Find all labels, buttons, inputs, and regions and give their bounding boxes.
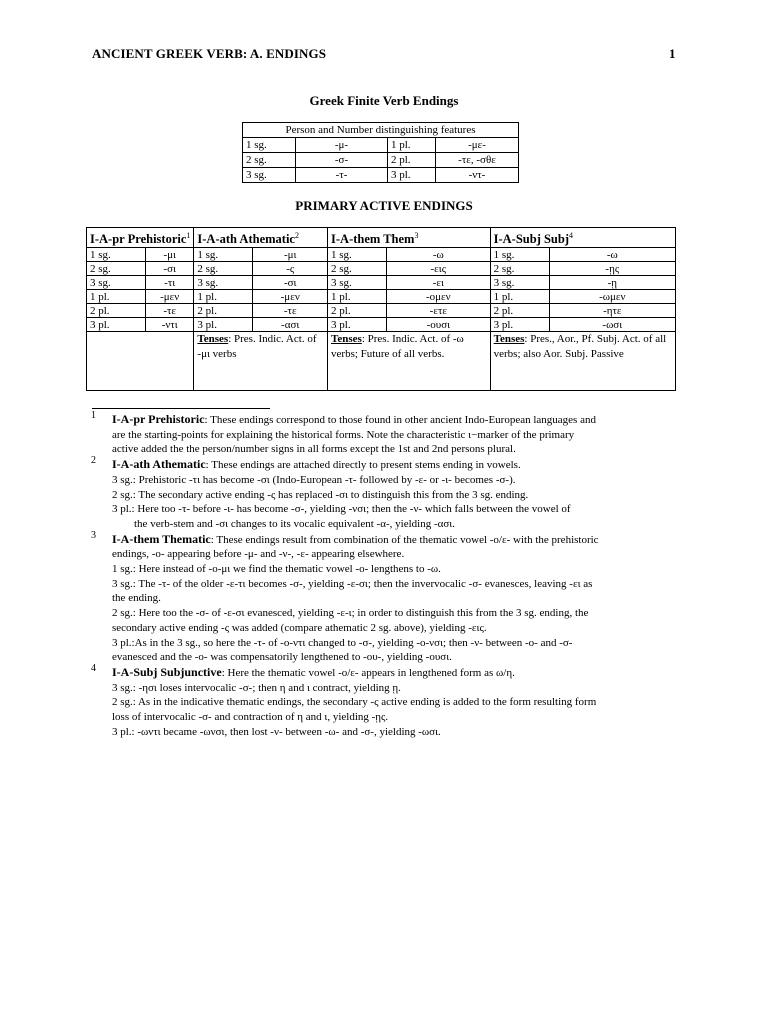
table-cell: -μ- <box>296 138 388 153</box>
table-cell: -τ- <box>296 168 388 183</box>
footnote-label: I-A-ath Athematic <box>112 457 206 472</box>
ending-cell: -ῃ <box>549 276 675 290</box>
group-header: I-A-pr Prehistoric$^1$ <box>87 228 194 248</box>
table-row <box>87 262 676 276</box>
person-cell: 2 sg. <box>87 262 146 276</box>
person-cell: 1 pl. <box>328 290 387 304</box>
table-cell: -με- <box>436 138 519 153</box>
footnote-separator <box>92 408 270 409</box>
footnote-line: the verb-stem and -σι changes to its vocalic equivalent -α-, yielding -ασι. <box>134 517 456 530</box>
person-cell: 3 pl. <box>328 318 387 332</box>
person-cell: 2 pl. <box>490 304 549 318</box>
footnote-line: secondary active ending -ς was added (compare athematic 2 sg. above), yielding -εις. <box>112 621 487 634</box>
table-cell: 2 sg. <box>243 153 296 168</box>
table-row <box>87 248 676 262</box>
person-cell: 3 pl. <box>87 318 146 332</box>
primary-endings-table <box>86 227 676 391</box>
group-header: I-A-ath Athematic$^2$ <box>194 228 328 248</box>
table-header: Person and Number distinguishing features <box>243 123 519 138</box>
table-row <box>87 290 676 304</box>
footnote-line: 2 sg.: Here too the -σ- of -ε-σι evanesced, yielding -ε-ι; in order to distinguish this from the 3 sg. ending, the <box>112 607 589 620</box>
table-row <box>243 153 519 168</box>
table-cell: 3 sg. <box>243 168 296 183</box>
footnote-number: 1 <box>91 410 96 421</box>
ending-cell: -εις <box>387 262 491 276</box>
person-cell: 1 sg. <box>87 248 146 262</box>
page-number: 1 <box>669 46 676 61</box>
table-row <box>87 304 676 318</box>
ending-cell: -ω <box>549 248 675 262</box>
footnote-line: 3 pl.: -ωντι became -ωνσι, then lost -ν- between -ω- and -σ-, yielding -ωσι. <box>112 725 441 738</box>
footnote-number: 2 <box>91 455 96 467</box>
footnote-label: I-A-them Thematic <box>112 531 211 546</box>
person-cell: 3 sg. <box>490 276 549 290</box>
person-cell: 2 sg. <box>194 262 253 276</box>
footnote-line: 3 sg.: The -τ- of the older -ε-τι becomes -σ-, yielding -ε-σι; then the invervocalic -σ- evanesces, leaving -ει as <box>112 577 593 590</box>
person-number-table <box>242 122 519 183</box>
table-cell: -σ- <box>296 153 388 168</box>
ending-cell: -μεν <box>146 290 194 304</box>
footnote-number: 4 <box>91 662 96 674</box>
ending-cell: -μι <box>253 248 328 262</box>
group-header: I-A-Subj Subj$^4$ <box>490 228 675 248</box>
footnote-line: 3 sg.: -ησι loses intervocalic -σ-; then η and ι contract, yielding ῃ. <box>112 681 401 694</box>
group-header-row <box>87 228 676 248</box>
footnote-line: I-A-pr Prehistoric: These endings correspond to those found in other ancient Indo-European languages and <box>112 412 596 426</box>
ending-cell: -μεν <box>253 290 328 304</box>
ending-cell: -μι <box>146 248 194 262</box>
person-cell: 1 pl. <box>194 290 253 304</box>
tenses-cell <box>87 332 194 391</box>
person-cell: 2 pl. <box>87 304 146 318</box>
table-cell: -ντ- <box>436 168 519 183</box>
footnote-line: the ending. <box>112 592 161 605</box>
ending-cell: -ντι <box>146 318 194 332</box>
person-cell: 2 sg. <box>328 262 387 276</box>
ending-cell: -ητε <box>549 304 675 318</box>
tenses-cell: Tenses: Pres. Indic. Act. of -μι verbs <box>194 332 328 391</box>
person-cell: 3 sg. <box>328 276 387 290</box>
person-cell: 1 sg. <box>490 248 549 262</box>
footnote <box>91 662 687 740</box>
table-row <box>243 168 519 183</box>
footnote-line: I-A-Subj Subjunctive: Here the thematic vowel -ο/ε- appears in lengthened form as ω/η. <box>112 664 515 679</box>
person-cell: 2 sg. <box>490 262 549 276</box>
footnote-line: endings, -ο- appearing before -μ- and -ν-, -ε- appearing elsewhere. <box>112 548 405 561</box>
person-cell: 1 pl. <box>87 290 146 304</box>
table-cell: -τε, -σθε <box>436 153 519 168</box>
footnotes <box>0 412 768 739</box>
footnote-line: 1 sg.: Here instead of -ο-μι we find the thematic vowel -ο- lengthens to -ω. <box>112 563 441 576</box>
person-cell: 1 sg. <box>194 248 253 262</box>
table-cell: 1 pl. <box>388 138 436 153</box>
tenses-row <box>87 332 676 391</box>
ending-cell: -τι <box>146 276 194 290</box>
ending-cell: -τε <box>253 304 328 318</box>
footnote-line: active added the the person/number signs in all forms except the 1st and 2nd persons plural. <box>112 443 516 456</box>
person-cell: 1 sg. <box>328 248 387 262</box>
ending-cell: -ῃς <box>549 262 675 276</box>
table-cell: 2 pl. <box>388 153 436 168</box>
footnote-line: 3 sg.: Prehistoric -τι has become -σι (Indo-European -τ- followed by -ε- or -ι- becomes -σ-). <box>112 473 516 486</box>
footnote-line: I-A-them Thematic: These endings result from combination of the thematic vowel -ο/ε- with the prehistoric <box>112 531 599 546</box>
table-row <box>243 138 519 153</box>
running-header: ANCIENT GREEK VERB: A. ENDINGS <box>92 46 327 61</box>
ending-cell: -τε <box>146 304 194 318</box>
person-cell: 3 pl. <box>194 318 253 332</box>
ending-cell: -ωμεν <box>549 290 675 304</box>
footnote-label: I-A-Subj Subjunctive <box>112 664 222 679</box>
person-cell: 3 sg. <box>194 276 253 290</box>
tenses-cell: Tenses: Pres. Indic. Act. of -ω verbs; Future of all verbs. <box>328 332 491 391</box>
section-title: PRIMARY ACTIVE ENDINGS <box>295 198 473 213</box>
ending-cell: -ομεν <box>387 290 491 304</box>
ending-cell: -ουσι <box>387 318 491 332</box>
table-row <box>87 318 676 332</box>
person-cell: 3 pl. <box>490 318 549 332</box>
footnote-line: I-A-ath Athematic: These endings are attached directly to present stems ending in vowels. <box>112 457 521 472</box>
ending-cell: -ετε <box>387 304 491 318</box>
footnote-line: 2 sg.: The secondary active ending -ς has replaced -σι to distinguish this from the 3 sg. ending. <box>112 488 529 501</box>
footnote <box>91 529 687 665</box>
tenses-cell: Tenses: Pres., Aor., Pf. Subj. Act. of all verbs; also Aor. Subj. Passive <box>490 332 675 391</box>
ending-cell: -ωσι <box>549 318 675 332</box>
group-header: I-A-them Them$^3$ <box>328 228 491 248</box>
table-row <box>87 276 676 290</box>
ending-cell: -ει <box>387 276 491 290</box>
ending-cell: -σι <box>253 276 328 290</box>
table-cell: 1 sg. <box>243 138 296 153</box>
ending-cell: -ς <box>253 262 328 276</box>
footnote-line: loss of intervocalic -σ- and contraction of η and ι, yielding -ῃς. <box>112 711 389 724</box>
footnote-line: 3 pl.: Here too -τ- before -ι- has become -σ-, yielding -νσι; then the -ν- which falls between the vowel of <box>112 503 571 516</box>
footnote-number: 3 <box>91 529 96 541</box>
footnote-line: evanesced and the -ο- was compensatorily lengthened to -ου-, yielding -ουσι. <box>112 651 452 664</box>
footnote-line: 2 sg.: As in the indicative thematic endings, the secondary -ς active ending is added to the form resulting form <box>112 696 597 709</box>
ending-cell: -ω <box>387 248 491 262</box>
person-cell: 2 pl. <box>328 304 387 318</box>
person-cell: 1 pl. <box>490 290 549 304</box>
table-cell: 3 pl. <box>388 168 436 183</box>
footnote-line: 3 pl.:As in the 3 sg., so here the -τ- of -ο-ντι changed to -σ-, yielding -ο-νσι; then -ν- between -ο- and -σ- <box>112 636 573 649</box>
document-title: Greek Finite Verb Endings <box>309 93 459 108</box>
footnote-line: are the starting-points for explaining the historical forms. Note the characteristic ι−marker of the primary <box>112 428 575 441</box>
ending-cell: -σι <box>146 262 194 276</box>
footnote <box>91 455 687 532</box>
footnote <box>91 410 687 457</box>
person-cell: 3 sg. <box>87 276 146 290</box>
ending-cell: -ασι <box>253 318 328 332</box>
footnote-label: I-A-pr Prehistoric <box>112 412 205 426</box>
person-cell: 2 pl. <box>194 304 253 318</box>
